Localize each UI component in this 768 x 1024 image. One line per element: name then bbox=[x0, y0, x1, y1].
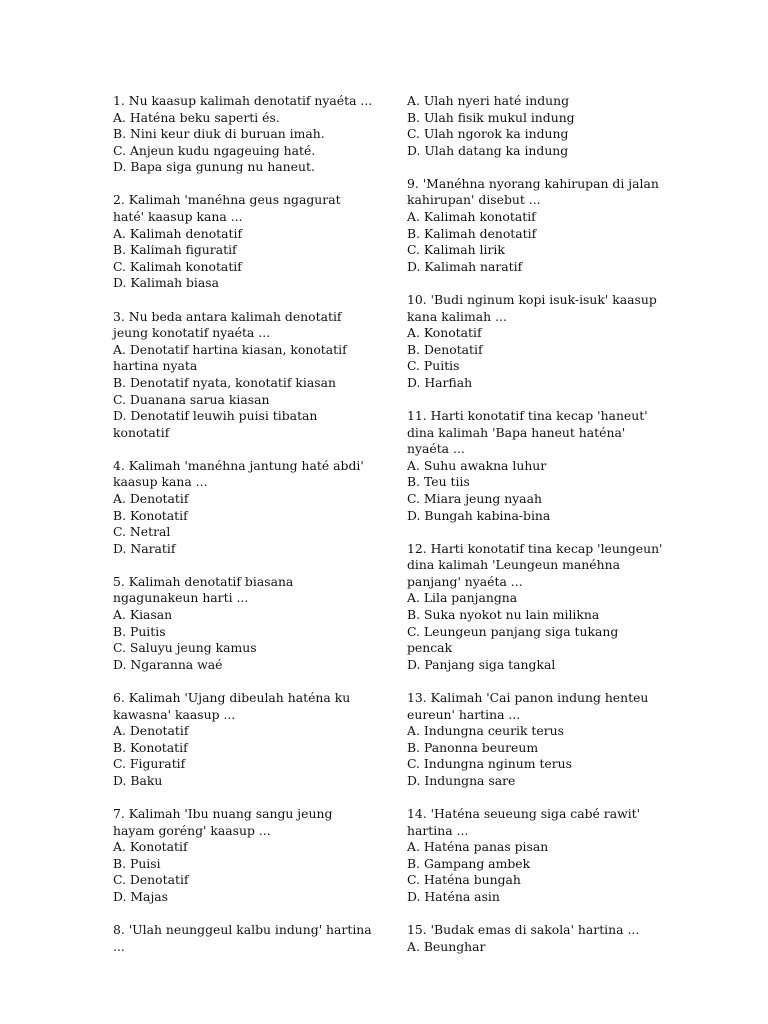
question-item bbox=[113, 922, 375, 955]
option-c: C. Kalimah konotatif bbox=[113, 258, 242, 274]
question-item bbox=[407, 408, 665, 524]
option-d: D. Baku bbox=[113, 772, 163, 788]
option-a: A. Suhu awakna luhur bbox=[407, 457, 547, 473]
option-c: C. Netral bbox=[113, 524, 171, 540]
question-item bbox=[113, 309, 375, 442]
option-d: D. Majas bbox=[113, 888, 169, 904]
option-d: D. Panjang siga tangkal bbox=[407, 656, 556, 672]
option-d: D. Kalimah naratif bbox=[407, 258, 523, 274]
option-d: D. Harfiah bbox=[407, 374, 473, 390]
question-item bbox=[407, 176, 665, 276]
option-c: C. Kalimah lirik bbox=[407, 242, 505, 258]
option-b: B. Konotatif bbox=[113, 507, 188, 523]
question-text: 4. Kalimah 'manéhna jantung haté abdi' kaasup kana ... bbox=[113, 457, 364, 490]
option-b: B. Suka nyokot nu lain milikna bbox=[407, 607, 600, 623]
option-b: B. Puitis bbox=[113, 623, 166, 639]
option-d: D. Haténa asin bbox=[407, 888, 500, 904]
question-text: 9. 'Manéhna nyorang kahirupan di jalan kahirupan' disebut ... bbox=[407, 175, 659, 208]
option-a: A. Haténa panas pisan bbox=[407, 839, 549, 855]
question-item bbox=[113, 806, 375, 906]
question-item bbox=[407, 690, 665, 790]
question-item bbox=[113, 574, 375, 674]
option-c: C. Miara jeung nyaah bbox=[407, 490, 542, 506]
option-d: D. Ulah datang ka indung bbox=[407, 142, 569, 158]
option-d: D. Bungah kabina-bina bbox=[407, 507, 551, 523]
option-b: B. Kalimah denotatif bbox=[407, 225, 537, 241]
question-item bbox=[113, 458, 375, 558]
option-a: A. Indungna ceurik terus bbox=[407, 723, 564, 739]
question-text: 12. Harti konotatif tina kecap 'leungeun' dina kalimah 'Leungeun manéhna panjang' nyaéta ... bbox=[407, 540, 663, 589]
question-item bbox=[113, 93, 375, 176]
question-text: 7. Kalimah 'Ibu nuang sangu jeung hayam goréng' kaasup ... bbox=[113, 805, 333, 838]
option-c: C. Saluyu jeung kamus bbox=[113, 640, 257, 656]
question-text: 11. Harti konotatif tina kecap 'haneut' dina kalimah 'Bapa haneut haténa' nyaéta ... bbox=[407, 408, 648, 457]
option-c: C. Indungna nginum terus bbox=[407, 756, 573, 772]
option-c: C. Haténa bungah bbox=[407, 872, 521, 888]
option-c: C. Duanana sarua kiasan bbox=[113, 391, 270, 407]
left-column bbox=[113, 93, 375, 972]
option-d: D. Indungna sare bbox=[407, 772, 516, 788]
question-text: 8. 'Ulah neunggeul kalbu indung' hartina ... bbox=[113, 922, 372, 954]
option-d: D. Bapa siga gunung nu haneut. bbox=[113, 159, 315, 175]
right-column bbox=[407, 93, 665, 972]
option-c: C. Leungeun panjang siga tukang pencak bbox=[407, 623, 619, 656]
option-a: A. Lila panjangna bbox=[407, 590, 518, 606]
option-a: A. Ulah nyeri haté indung bbox=[407, 93, 570, 108]
option-d: D. Kalimah biasa bbox=[113, 275, 220, 291]
question-text: 5. Kalimah denotatif biasana ngagunakeun harti ... bbox=[113, 573, 294, 606]
question-item bbox=[407, 922, 665, 955]
option-a: A. Denotatif bbox=[113, 723, 189, 739]
option-b: B. Gampang ambek bbox=[407, 855, 531, 871]
question-text: 6. Kalimah 'Ujang dibeulah haténa ku kawasna' kaasup ... bbox=[113, 689, 351, 722]
option-b: B. Panonna beureum bbox=[407, 739, 539, 755]
option-a: A. Denotatif bbox=[113, 490, 189, 506]
question-text: 2. Kalimah 'manéhna geus ngagurat haté' kaasup kana ... bbox=[113, 192, 341, 225]
question-item bbox=[113, 690, 375, 790]
option-a: A. Kalimah konotatif bbox=[407, 209, 536, 225]
option-a: A. Kiasan bbox=[113, 607, 173, 623]
option-d: D. Naratif bbox=[113, 540, 176, 556]
question-text: 1. Nu kaasup kalimah denotatif nyaéta ... bbox=[113, 93, 373, 108]
option-b: B. Denotatif nyata, konotatif kiasan bbox=[113, 374, 336, 390]
option-c: C. Ulah ngorok ka indung bbox=[407, 126, 569, 142]
question-text: 3. Nu beda antara kalimah denotatif jeung konotatif nyaéta ... bbox=[113, 308, 342, 341]
question-item bbox=[407, 292, 665, 392]
option-b: B. Kalimah figuratif bbox=[113, 242, 237, 258]
question-text: 13. Kalimah 'Cai panon indung henteu eureun' hartina ... bbox=[407, 689, 649, 722]
option-d: D. Denotatif leuwih puisi tibatan konotatif bbox=[113, 408, 318, 440]
question-text: 10. 'Budi nginum kopi isuk-isuk' kaasup kana kalimah ... bbox=[407, 291, 657, 324]
option-b: B. Teu tiis bbox=[407, 474, 470, 490]
option-a: A. Beunghar bbox=[407, 938, 486, 954]
option-b: B. Konotatif bbox=[113, 739, 188, 755]
question-text: 14. 'Haténa seueung siga cabé rawit' hartina ... bbox=[407, 805, 641, 838]
question-item bbox=[407, 541, 665, 674]
option-c: C. Denotatif bbox=[113, 872, 189, 888]
question-item bbox=[407, 806, 665, 906]
option-d: D. Ngaranna waé bbox=[113, 656, 223, 672]
option-b: B. Puisi bbox=[113, 855, 161, 871]
question-continuation bbox=[407, 93, 665, 159]
option-a: A. Konotatif bbox=[113, 839, 188, 855]
option-a: A. Haténa beku saperti és. bbox=[113, 109, 280, 125]
option-c: C. Puitis bbox=[407, 358, 460, 374]
option-b: B. Ulah fisik mukul indung bbox=[407, 109, 575, 125]
option-c: C. Anjeun kudu ngageuing haté. bbox=[113, 142, 316, 158]
question-item bbox=[113, 192, 375, 292]
question-text: 15. 'Budak emas di sakola' hartina ... bbox=[407, 922, 640, 938]
option-a: A. Kalimah denotatif bbox=[113, 225, 243, 241]
option-a: A. Denotatif hartina kiasan, konotatif hartina nyata bbox=[113, 341, 347, 374]
option-c: C. Figuratif bbox=[113, 756, 186, 772]
option-a: A. Konotatif bbox=[407, 325, 482, 341]
option-b: B. Nini keur diuk di buruan imah. bbox=[113, 126, 325, 142]
option-b: B. Denotatif bbox=[407, 341, 483, 357]
